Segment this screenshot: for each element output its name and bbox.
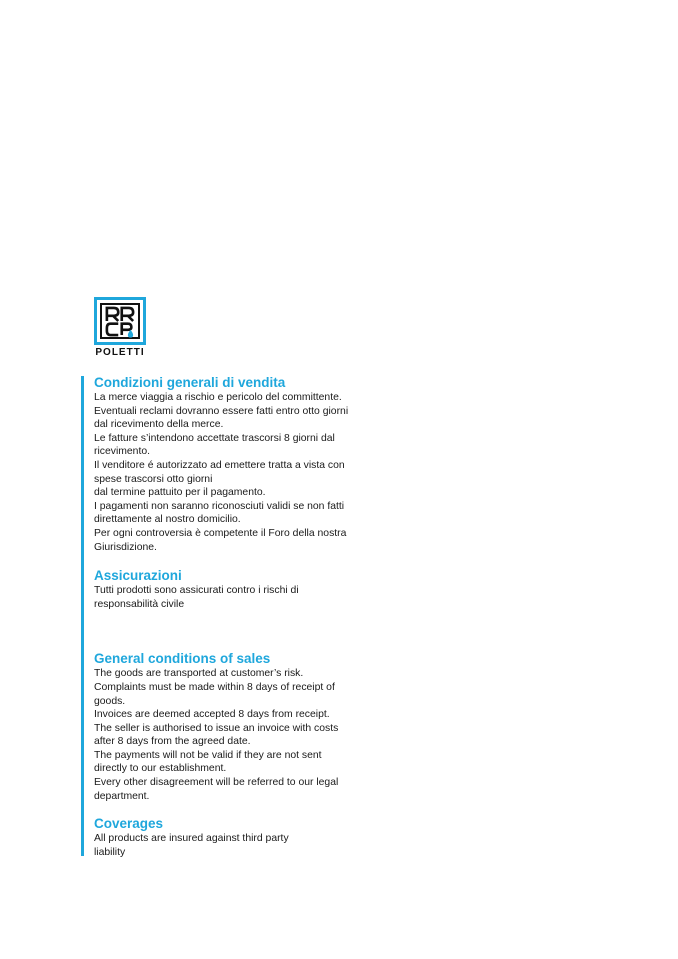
text-line: All products are insured against third party [94,833,289,845]
text-line: Tutti prodotti sono assicurati contro i rischi di [94,585,299,597]
text-line: Giurisdizione. [94,541,157,553]
text-line: department. [94,790,150,802]
section-general-conditions [94,651,374,803]
text-line: The seller is authorised to issue an invoice with costs [94,722,339,734]
text-line: I pagamenti non saranno riconosciuti validi se non fatti [94,500,345,512]
section-title: Coverages [94,816,164,832]
logo-monogram-icon [97,300,143,342]
text-line: directly to our establishment. [94,763,227,775]
text-line: liability [94,846,126,858]
text-line: The goods are transported at customer’s risk. [94,668,304,680]
company-logo [94,297,146,359]
text-line: Per ogni controversia è competente il Foro della nostra [94,527,347,539]
text-line: goods. [94,695,126,707]
section-title: Condizioni generali di vendita [94,375,286,390]
text-line: La merce viaggia a rischio e pericolo del committente. [94,392,342,403]
section-assicurazioni [94,568,374,611]
logo-wordmark: POLETTI [95,347,145,358]
text-line: Le fatture s’intendono accettate trascorsi 8 giorni dal [94,432,335,444]
text-line: dal ricevimento della merce. [94,419,224,431]
text-line: responsabilità civile [94,598,185,610]
text-line: spese trascorsi otto giorni [94,473,213,485]
text-line: ricevimento. [94,446,151,458]
text-line: dal termine pattuito per il pagamento. [94,487,266,499]
section-title: General conditions of sales [94,651,271,667]
text-line: after 8 days from the agreed date. [94,736,251,748]
section-coverages [94,816,374,859]
text-line: direttamente al nostro domicilio. [94,514,241,526]
text-line: Complaints must be made within 8 days of receipt of [94,681,335,693]
accent-vertical-rule [81,376,84,856]
section-condizioni-generali [94,375,374,554]
text-line: The payments will not be valid if they are not sent [94,749,322,761]
text-line: Il venditore é autorizzato ad emettere tratta a vista con [94,459,345,471]
text-line: Invoices are deemed accepted 8 days from receipt. [94,709,330,721]
text-line: Eventuali reclami dovranno essere fatti entro otto giorni [94,405,349,417]
section-title: Assicurazioni [94,568,182,584]
terms-content [94,375,374,859]
text-line: Every other disagreement will be referred to our legal [94,777,339,789]
logo-frame [94,297,146,345]
